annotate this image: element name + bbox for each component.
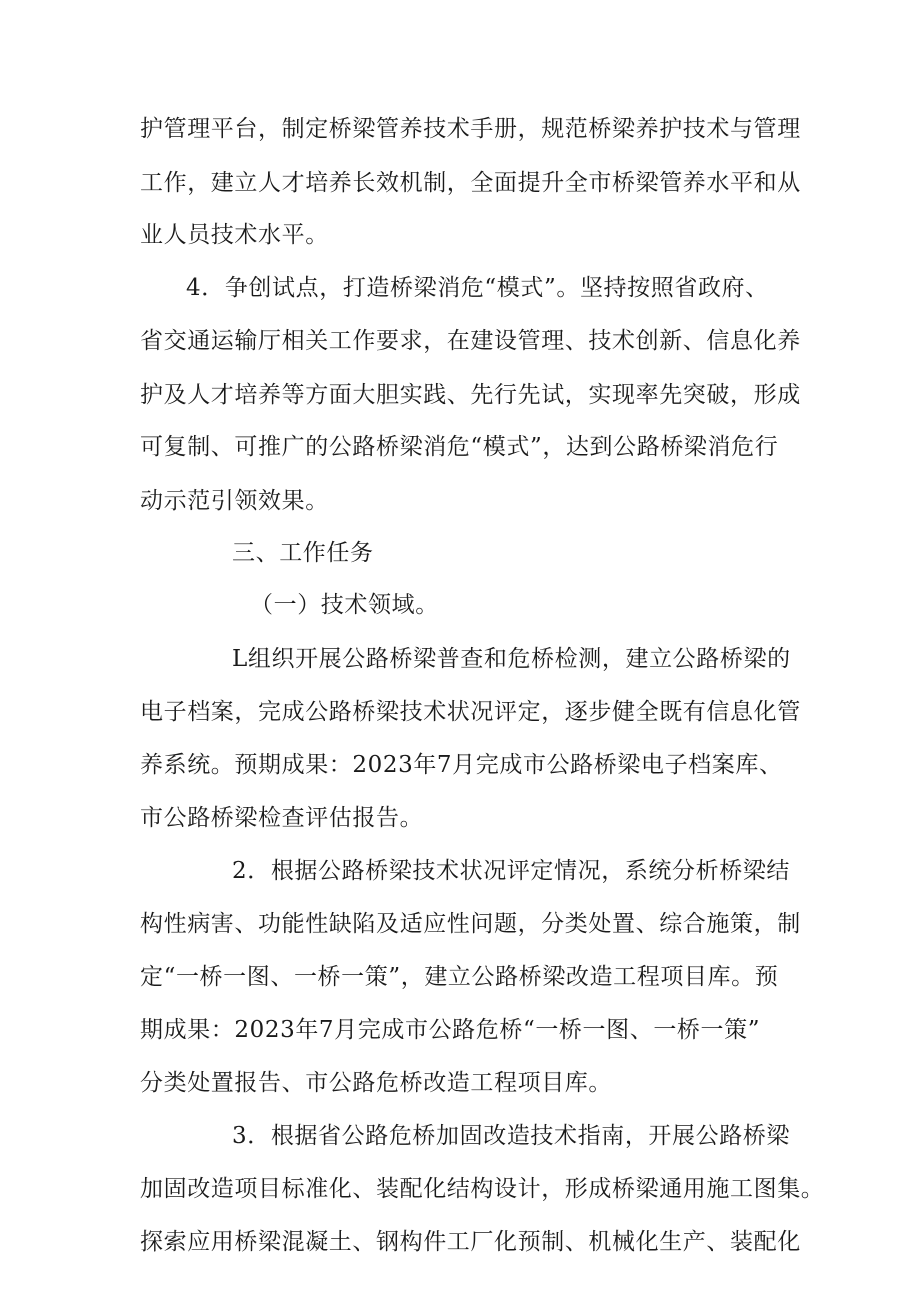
paragraph-line: 3．根据省公路危桥加固改造技术指南，开展公路桥梁 bbox=[232, 1123, 791, 1149]
paragraph-line: 养系统。预期成果：2023年7月完成市公路桥梁电子档案库、 bbox=[140, 752, 783, 778]
paragraph-line: 护管理平台，制定桥梁管养技术手册，规范桥梁养护技术与管理 bbox=[140, 116, 801, 142]
paragraph-line: 4．争创试点，打造桥梁消危“模式”。坚持按照省政府、 bbox=[186, 275, 769, 301]
paragraph-line: L组织开展公路桥梁普查和危桥检测，建立公路桥梁的 bbox=[232, 646, 791, 672]
paragraph-line: 期成果：2023年7月完成市公路危桥“一桥一图、一桥一策” bbox=[140, 1017, 761, 1043]
paragraph-line: 定“一桥一图、一桥一策”，建立公路桥梁改造工程项目库。预 bbox=[140, 964, 779, 990]
paragraph-line: 2．根据公路桥梁技术状况评定情况，系统分析桥梁结 bbox=[232, 858, 791, 884]
subsection-heading: （一）技术领域。 bbox=[250, 592, 439, 618]
paragraph-line: 省交通运输厅相关工作要求，在建设管理、技术创新、信息化养 bbox=[140, 328, 801, 354]
paragraph-line: 分类处置报告、市公路危桥改造工程项目库。 bbox=[140, 1070, 612, 1096]
paragraph-line: 业人员技术水平。 bbox=[140, 222, 329, 248]
paragraph-line: 护及人才培养等方面大胆实践、先行先试，实现率先突破，形成 bbox=[140, 382, 801, 408]
paragraph-line: 探索应用桥梁混凝土、钢构件工厂化预制、机械化生产、装配化 bbox=[140, 1229, 801, 1255]
paragraph-line: 电子档案，完成公路桥梁技术状况评定，逐步健全既有信息化管 bbox=[140, 699, 801, 725]
paragraph-line: 可复制、可推广的公路桥梁消危“模式”，达到公路桥梁消危行 bbox=[140, 434, 779, 460]
paragraph-line: 市公路桥梁检查评估报告。 bbox=[140, 805, 424, 831]
section-heading: 三、工作任务 bbox=[232, 540, 374, 566]
paragraph-line: 工作，建立人才培养长效机制，全面提升全市桥梁管养水平和从 bbox=[140, 170, 801, 196]
paragraph-line: 构性病害、功能性缺陷及适应性问题，分类处置、综合施策，制 bbox=[140, 911, 801, 937]
paragraph-line: 动示范引领效果。 bbox=[140, 488, 329, 514]
paragraph-line: 加固改造项目标准化、装配化结构设计，形成桥梁通用施工图集。 bbox=[140, 1176, 825, 1202]
